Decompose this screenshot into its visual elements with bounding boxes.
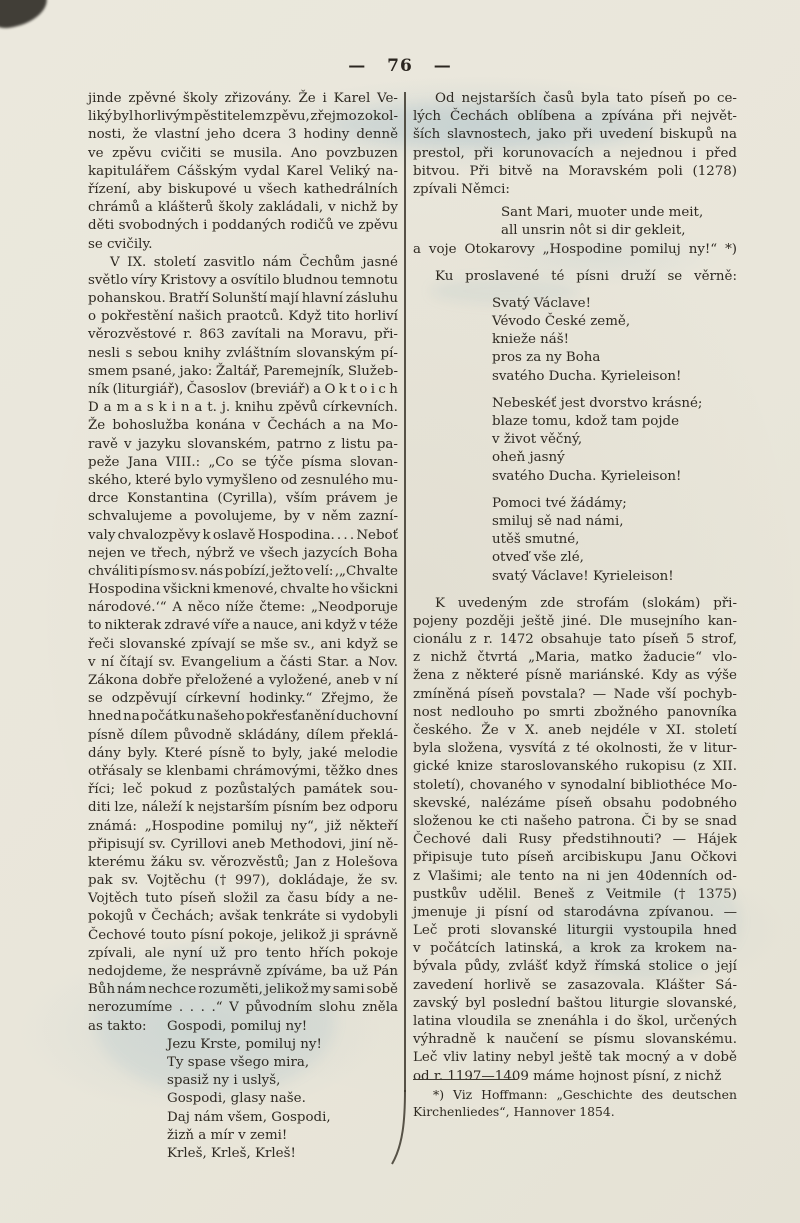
text-line: lých Čechách oblíbena a zpívána při největ- [413, 109, 737, 125]
verse-line: oheň jasný [492, 450, 565, 466]
text-line: ve zpěvu cvičiti se musila. Ano povzbuzen [88, 145, 398, 161]
text-line: pustkův udělil. Beneš z Veitmile († 1375) [413, 886, 737, 902]
text-line: Kirchenliedes“, Hannover 1854. [413, 1103, 615, 1119]
paragraph [413, 268, 737, 286]
text-line: Čechové dali Rusy předstihnouti? — Hájek [413, 832, 737, 848]
verse-line: pros za ny Boha [492, 350, 601, 366]
text-line: valy chvalozpěvy k oslavě Hospodina. . . . Neboť [88, 527, 398, 543]
verse-stanza [413, 204, 737, 240]
column-divider-rule [404, 92, 406, 1092]
text-line: *) Viz Hoffmann: „Geschichte des deutschen [433, 1087, 737, 1102]
text-line: Leč vliv latiny nebyl ještě tak mocný a v době [413, 1050, 737, 1066]
footnote [413, 1079, 737, 1120]
page-number: — 76 — [348, 56, 452, 76]
text-line: českého. Že v X. aneb nejdéle v XI. století [413, 723, 737, 738]
text-line: o pokřestění našich praotců. Když tito horliví [88, 309, 398, 325]
verse-stanza [413, 295, 737, 386]
text-line: století), chovaného v synodalní bibliothéce Mo- [413, 777, 737, 793]
verse-line: svatý Václave! Kyrieleison! [492, 568, 674, 584]
text-line: Leč proti slovanské liturgii vystoupila hned [413, 923, 737, 939]
text-line: pokojů v Čechách; avšak tenkráte si vydobyli [88, 909, 398, 925]
text-line: cionálu z r. 1472 obsahuje tato píseň 5 strof, [413, 632, 737, 648]
verse-lead: as takto: [88, 1018, 147, 1034]
text-line: smem psané, jako: Žaltář, Paremejník, Služeb- [88, 363, 398, 379]
verse-line: Daj nám všem, Gospodi, [167, 1109, 331, 1125]
text-line: schvalujeme a povolujeme, by v něm zazní- [88, 509, 398, 525]
verse-line: Jezu Krste, pomiluj ny! [167, 1036, 322, 1052]
verse-line: Sant Mari, muoter unde meit, [501, 205, 704, 221]
text-line: latina vloudila se znenáhla i do škol, určených [413, 1014, 737, 1029]
verse-line: spasiž ny i uslyš, [167, 1073, 281, 1089]
text-line: byla složena, vysvítá z té okolnosti, že v litur- [413, 741, 737, 757]
verse-line: all unsrin nôt si dir gekleit, [501, 223, 686, 239]
verse-line: knieže náš! [492, 332, 570, 348]
text-line: dány byly. Které písně to byly, jaké melodie [88, 745, 398, 761]
text-line: Vojtěch tuto píseň složil za času bídy a ne- [88, 891, 398, 907]
text-line: připisují sv. Cyrillovi aneb Methodovi, jiní ně- [88, 836, 398, 852]
text-line: V IX. století zasvitlo nám Čechům jasné [110, 254, 398, 270]
text-line: se cvičily. [88, 236, 153, 252]
text-line: Ku proslavené té písni druží se věrně: [435, 268, 737, 284]
verse-line: utěš smutné, [492, 532, 580, 548]
scan-corner-artifact [0, 0, 50, 30]
text-line: v počátcích latinská, a krok za krokem na- [413, 941, 737, 957]
text-line: kterému žáku sv. věrozvěstů; Jan z Holešova [88, 854, 398, 870]
text-line: a voje Otokarovy „Hospodine pomiluj ny!“ *) [413, 241, 737, 257]
text-line: složenou ke cti našeho patrona. Či by se snad [413, 813, 737, 829]
text-line: drce Konstantina (Cyrilla), vším právem je [88, 491, 398, 507]
text-line: jinde zpěvné školy zřizovány. Že i Karel Ve- [88, 91, 398, 106]
text-line: ších slavnostech, jako při uvedení biskupů na [413, 127, 737, 143]
text-line: ravě v jazyku slovanském, patrno z listu pa- [88, 436, 398, 452]
text-line: nosti, že vlastní jeho dcera 3 hodiny denně [88, 127, 398, 143]
text-line: liký byl horlivým pěstitelem zpěvu, zřejmo z okol- [88, 109, 398, 125]
text-line: Že bohoslužba konána v Čechách a na Mo- [88, 418, 398, 434]
verse-line: Gospodi, pomiluj ny! [167, 1018, 308, 1034]
text-line: řeči slovanské zpívají se mše sv., ani když se [88, 636, 398, 652]
text-line: písně dílem původně skládány, dílem překlá- [88, 727, 398, 743]
verse-line: Svatý Václave! [492, 295, 591, 311]
text-line: ník (liturgiář), Časoslov (breviář) a O k t o i c h [88, 382, 398, 397]
paragraph [413, 595, 737, 1086]
verse-line: Gospodi, glasy naše. [167, 1091, 306, 1107]
text-line: K uvedeným zde strofám (slokám) při- [435, 595, 737, 611]
text-line: pohanskou. Bratří Solunští mají hlavní zásluhu [88, 291, 398, 307]
text-line: věrozvěstové r. 863 zavítali na Moravu, při- [88, 327, 398, 343]
paragraph [88, 254, 398, 1018]
text-line: z nichž čtvrtá „Maria, matko žaducie“ vlo- [413, 650, 737, 666]
right-column [413, 90, 737, 1086]
paragraph [413, 90, 737, 199]
text-line: hned na počátku našeho pokřesťanění duchovní [88, 709, 398, 725]
text-line: chváliti písmo sv. nás pobízí, ježto velí: ‚„Chvalte [88, 563, 398, 579]
verse-line: v život věčný, [492, 432, 583, 448]
text-line: D a m a s k i n a t. j. knihu zpěvů církevních. [88, 400, 398, 416]
verse-line: Pomoci tvé žádámy; [492, 495, 627, 511]
text-line: gické knize staroslovanského rukopisu (z XII. [413, 759, 737, 775]
text-line: pojeny později ještě jiné. Dle musejního kan- [413, 613, 737, 629]
verse-line: otveď vše zlé, [492, 550, 584, 566]
verse-line: svatého Ducha. Kyrieleison! [492, 368, 682, 384]
text-line: řízení, aby biskupové u všech kathedrálních [88, 181, 398, 197]
text-line: zpívali Němci: [413, 181, 510, 197]
verse-line: Krleš, Krleš, Krleš! [167, 1145, 296, 1161]
text-line: chrámů a klášterů školy zakládali, v nichž by [88, 200, 398, 216]
text-line: zavský byl poslední baštou liturgie slovanské, [413, 995, 737, 1011]
text-line: Čechové touto písní pokoje, jelikož ji správně [88, 927, 398, 943]
text-line: to nikterak zdravé víře a nauce, ani když v téže [88, 618, 398, 634]
text-line: nesli s sebou knihy zvláštním slovanským pí- [88, 345, 398, 361]
text-line: peže Jana VIII.: „Co se týče písma slovan- [88, 454, 398, 470]
text-line: jmenuje ji písní od starodávna zpívanou. — [413, 904, 737, 920]
text-line: od r. 1197—1409 máme hojnost písní, z nichž [413, 1068, 722, 1084]
footnote-separator-rule [413, 1079, 517, 1080]
footnote-text [413, 1087, 737, 1120]
text-line: zavedení horlivě se zasazovala. Klášter Sá- [413, 977, 737, 993]
paragraph [413, 1087, 737, 1120]
verse-line: svatého Ducha. Kyrieleison! [492, 468, 682, 484]
text-line: Hospodina všickni kmenové, chvalte ho všickni [88, 582, 398, 598]
left-column [88, 90, 398, 1163]
text-line: v ní čítají sv. Evangelium a části Star. a Nov. [88, 654, 398, 670]
text-line: žena z některé písně mariánské. Kdy as výše [413, 668, 737, 684]
text-line: výhradně k naučení se písmu slovanskému. [413, 1032, 737, 1048]
text-line: Od nejstarších časů byla tato píseň po ce- [435, 91, 737, 106]
text-line: diti lze, náleží k nejstarším písním bez odporu [88, 800, 398, 816]
verse-line: Vévodo České země, [492, 314, 631, 330]
verse-line: Nebeskéť jest dvorstvo krásné; [492, 395, 703, 411]
verse-stanza [413, 495, 737, 586]
text-line: známá: „Hospodine pomiluj ny“, již někteří [88, 818, 398, 834]
text-line: nost nedlouho po smrti zbožného panovníka [413, 704, 737, 720]
text-line: otřásaly se klenbami chrámovými, těžko dnes [88, 763, 398, 779]
text-line: říci; leč pokud z pozůstalých památek sou- [88, 782, 398, 798]
verse-stanza [413, 395, 737, 486]
text-line: nejen ve třech, nýbrž ve všech jazycích Boha [88, 545, 398, 561]
verse-line: žizň a mír v zemi! [167, 1127, 288, 1143]
paragraph [413, 241, 737, 259]
verse-line: smiluj sě nad námi, [492, 513, 624, 529]
text-line: světlo víry Kristovy a osvítilo bludnou temnotu [88, 272, 398, 288]
verse-line: Ty spase všego mira, [167, 1054, 310, 1070]
text-line: zmíněná píseň povstala? — Nade vší pochyb- [413, 686, 737, 702]
text-line: kapitulářem Cášským vydal Karel Veliký na- [88, 163, 398, 179]
verse-stanza [88, 1018, 398, 1164]
text-line: připisuje tuto píseň arcibiskupu Janu Očkovi [413, 850, 737, 866]
text-line: nerozumíme . . . .“ V původním slohu zněla [88, 1000, 398, 1016]
paragraph [88, 90, 398, 254]
text-line: zpívali, ale nyní už pro tento hřích pokoje [88, 945, 398, 961]
text-line: děti svobodných i poddaných rodičů ve zpěvu [88, 218, 398, 234]
text-line: skevské, nalézáme píseň obsahu podobného [413, 795, 737, 811]
text-line: národové.‘“ A něco níže čteme: „Neodporuje [88, 600, 398, 616]
text-line: prestol, při korunovacích a nejednou i před [413, 145, 737, 161]
verse-line: blaze tomu, kdož tam pojde [492, 414, 680, 429]
text-line: Bůh nám nechce rozuměti, jelikož my sami sobě [88, 982, 398, 998]
text-line: nedojdeme, že nesprávně zpíváme, ba už Pán [88, 964, 398, 979]
text-line: bývala půdy, zvlášť když římská stolice o její [413, 959, 737, 975]
text-line: ského, které bylo vymyšleno od zesnulého mu- [88, 472, 398, 488]
text-line: pak sv. Vojtěchu († 997), dokládaje, že sv. [88, 873, 398, 889]
text-line: z Vlašimi; ale tento na ni jen 40denních od- [413, 868, 737, 884]
text-line: Zákona dobře přeložené a vyložené, aneb v ní [88, 673, 398, 688]
text-line: se odzpěvují církevní hodinky.“ Zřejmo, že [88, 691, 398, 707]
text-line: bitvou. Při bitvě na Moravském poli (1278) [413, 163, 737, 179]
